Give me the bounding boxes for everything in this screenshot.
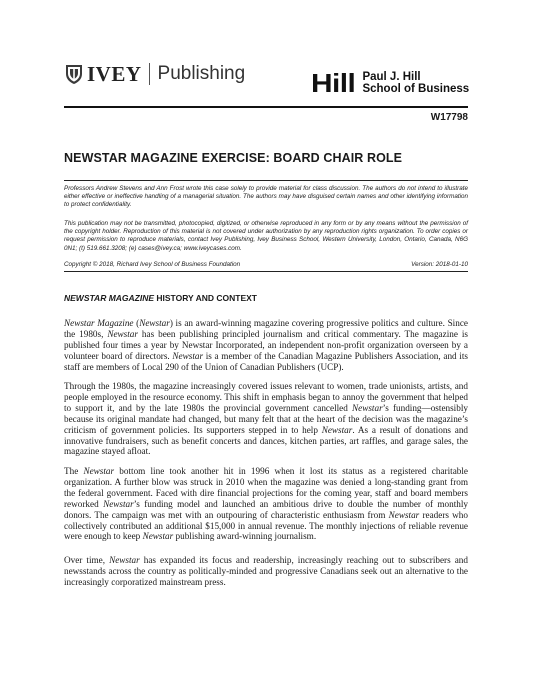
text-run: ’s funding model and launched an ambitious drive to double the number of monthly donors. The campaign was met with an outpouring of characteristic enthusiasm from — [64, 498, 468, 520]
ivey-crest-icon — [64, 63, 84, 85]
italic-run: Newstar — [103, 498, 134, 509]
copyright-text: Copyright © 2018, Richard Ivey School of Business Foundation — [64, 261, 241, 268]
italic-run: Newstar — [321, 424, 353, 435]
hill-name-line-2: School of Business — [362, 83, 470, 95]
section-heading-magazine: NEWSTAR MAGAZINE — [64, 293, 155, 303]
text-run: readers who collectively contributed an additional $15,000 in annual revenue. The monthly injections of reliable revenue were enough to keep — [64, 509, 468, 542]
section-heading-rest: HISTORY AND CONTEXT — [154, 293, 257, 303]
text-run: The — [64, 466, 84, 476]
body-paragraph-3 — [64, 466, 468, 542]
text-run: is a member of the Canadian Magazine Publishers Association, and its staff are members of Local 290 of the Union of Canadian Publishers (UCP). — [64, 350, 468, 372]
italic-run: Newstar — [109, 555, 140, 565]
text-run: . As a result of donations and innovative fundraisers, such as benefit concerts and dances, kitchen parties, art raffles, and garage sales, the magazine stayed afloat. — [64, 424, 469, 457]
italic-run: Newstar — [83, 466, 115, 476]
text-run: publishing award-winning journalism. — [173, 531, 317, 542]
text-run: ) is an award-winning magazine covering progressive politics and culture. Since the 1980s, — [64, 318, 468, 339]
publishing-wordmark: Publishing — [157, 63, 246, 84]
disclaimer-paragraph-1: Professors Andrew Stevens and Ann Frost wrote this case solely to provide material for class discussion. The authors do not intend to illustrate either effective or ineffective handling of a managerial situation. The authors may have disguised certain names and other identifying information to protect confidentiality. — [64, 185, 468, 209]
italic-run: Newstar — [172, 350, 204, 361]
disclaimer-top-rule — [64, 180, 468, 181]
text-run: has been publishing principled journalism and critical commentary. The magazine is published four times a year by Newstar Incorporated, an independent non-profit organization overseen by a volunteer board of directors. — [64, 328, 468, 361]
header-rule — [64, 106, 468, 108]
italic-run: Newstar — [139, 318, 170, 328]
text-run: Through the 1980s, the magazine increasingly covered issues relevant to women, trade unionists, artists, and people employed in the resource economy. This shift in emphasis began to annoy the government that helped to support it, and by the late 1980s the provincial government cancelled — [64, 381, 468, 413]
body-paragraph-4 — [64, 555, 468, 588]
ivey-wordmark: IVEY — [87, 61, 142, 86]
text-run: Over time, — [64, 555, 110, 565]
hill-wordmark: Hill — [311, 68, 356, 98]
disclaimer-paragraph-2: This publication may not be transmitted, photocopied, digitized, or otherwise reproduced in any form or by any means without the permission of the copyright holder. Reproduction of this material is not covered under authorization by any reproduction rights organization. To order copies or request permission to reproduce materials, contact Ivey Publishing, Ivey Business School, Western University, London, Ontario, Canada, N6G 0N1; (t) 519.661.3208; (e) cases@ivey.ca; www.iveycases.com. — [64, 220, 468, 252]
italic-run: Newstar — [352, 402, 383, 413]
italic-run: Newstar — [142, 531, 174, 542]
case-title: NEWSTAR MAGAZINE EXERCISE: BOARD CHAIR ROLE — [64, 151, 403, 165]
logo-separator — [149, 63, 150, 85]
hill-school-logo — [311, 70, 469, 96]
text-run: has expanded its focus and readership, increasingly reaching out to subscribers and newsstands across the country as politically-minded and progressive Canadians seek out an alternative to the increasingly corporatized mainstream press. — [64, 555, 468, 587]
body-paragraph-2 — [64, 381, 468, 457]
italic-run: Newstar — [388, 509, 420, 520]
italic-run: Newstar — [107, 328, 138, 339]
text-run: bottom line took another hit in 1996 when it lost its status as a registered charitable organization. A further blow was struck in 2010 when the magazine was denied a long-standing grant from the federal government. Faced with dire financial projections for the coming year, staff and board members reworked — [64, 466, 468, 509]
section-heading — [64, 293, 257, 303]
hill-school-name — [362, 71, 469, 95]
version-text: Version: 2018-01-10 — [411, 261, 468, 268]
ivey-publishing-logo — [64, 61, 245, 87]
disclaimer-bottom-rule — [64, 271, 468, 272]
text-run: ’s funding—ostensibly because its original mandate had changed, but many felt that at the heart of the decision was the magazine’s criticism of government policies. Its supporters stepped in to help — [64, 402, 468, 435]
copyright-row — [64, 261, 468, 268]
case-number: W17798 — [430, 112, 468, 123]
text-run: ( — [133, 318, 140, 328]
hill-name-line-1: Paul J. Hill — [362, 71, 421, 83]
italic-run: Newstar Magazine — [64, 318, 134, 328]
body-paragraph-1 — [64, 318, 468, 373]
